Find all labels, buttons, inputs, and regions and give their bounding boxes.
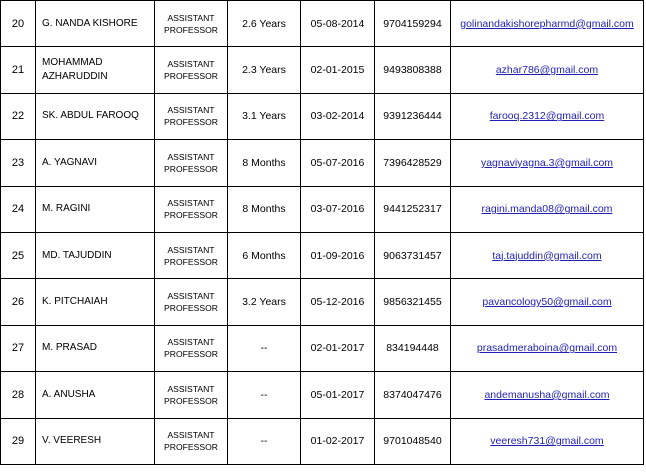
serial-number-cell: 27 bbox=[1, 325, 36, 371]
date-of-joining-cell: 02-01-2015 bbox=[301, 47, 375, 93]
designation-line-1: ASSISTANT bbox=[167, 12, 215, 23]
designation-cell bbox=[155, 232, 228, 278]
name-cell: M. RAGINI bbox=[36, 186, 155, 232]
table-row bbox=[1, 418, 644, 464]
email-link[interactable]: andemanusha@gmail.com bbox=[484, 388, 610, 401]
experience-cell: 3.2 Years bbox=[228, 279, 301, 325]
experience-cell: -- bbox=[228, 372, 301, 418]
designation-line-1: ASSISTANT bbox=[167, 337, 215, 348]
email-cell bbox=[451, 47, 644, 93]
designation-cell bbox=[155, 93, 228, 139]
table-row bbox=[1, 279, 644, 325]
phone-cell: 834194448 bbox=[375, 325, 451, 371]
faculty-table-body bbox=[1, 1, 644, 465]
serial-number-cell: 20 bbox=[1, 1, 36, 47]
designation-line-2: PROFESSOR bbox=[164, 256, 218, 267]
designation-cell bbox=[155, 47, 228, 93]
experience-cell: 8 Months bbox=[228, 186, 301, 232]
phone-cell: 9701048540 bbox=[375, 418, 451, 464]
name-cell: V. VEERESH bbox=[36, 418, 155, 464]
phone-cell: 9704159294 bbox=[375, 1, 451, 47]
name-cell: MOHAMMAD AZHARUDDIN bbox=[36, 47, 155, 93]
designation-line-1: ASSISTANT bbox=[167, 291, 215, 302]
email-link[interactable]: golinandakishorepharmd@gmail.com bbox=[460, 17, 634, 30]
name-cell: G. NANDA KISHORE bbox=[36, 1, 155, 47]
table-row bbox=[1, 140, 644, 186]
email-cell bbox=[451, 325, 644, 371]
designation-line-1: ASSISTANT bbox=[167, 244, 215, 255]
date-of-joining-cell: 05-07-2016 bbox=[301, 140, 375, 186]
serial-number-cell: 25 bbox=[1, 232, 36, 278]
designation-cell bbox=[155, 325, 228, 371]
email-link[interactable]: farooq.2312@gmail.com bbox=[489, 110, 605, 123]
designation-cell bbox=[155, 1, 228, 47]
email-link[interactable]: azhar786@gmail.com bbox=[495, 64, 599, 77]
designation-line-2: PROFESSOR bbox=[164, 210, 218, 221]
name-cell: A. ANUSHA bbox=[36, 372, 155, 418]
designation-line-2: PROFESSOR bbox=[164, 303, 218, 314]
designation-line-2: PROFESSOR bbox=[164, 24, 218, 35]
experience-cell: -- bbox=[228, 325, 301, 371]
date-of-joining-cell: 03-02-2014 bbox=[301, 93, 375, 139]
email-link[interactable]: pavancology50@gmail.com bbox=[482, 296, 612, 309]
date-of-joining-cell: 05-12-2016 bbox=[301, 279, 375, 325]
email-cell bbox=[451, 418, 644, 464]
date-of-joining-cell: 02-01-2017 bbox=[301, 325, 375, 371]
designation-line-1: ASSISTANT bbox=[167, 198, 215, 209]
designation-line-2: PROFESSOR bbox=[164, 117, 218, 128]
phone-cell: 9856321455 bbox=[375, 279, 451, 325]
designation-line-1: ASSISTANT bbox=[167, 151, 215, 162]
designation-line-1: ASSISTANT bbox=[167, 430, 215, 441]
phone-cell: 9391236444 bbox=[375, 93, 451, 139]
designation-line-1: ASSISTANT bbox=[167, 383, 215, 394]
designation-line-2: PROFESSOR bbox=[164, 163, 218, 174]
date-of-joining-cell: 03-07-2016 bbox=[301, 186, 375, 232]
serial-number-cell: 28 bbox=[1, 372, 36, 418]
name-cell: SK. ABDUL FAROOQ bbox=[36, 93, 155, 139]
serial-number-cell: 24 bbox=[1, 186, 36, 232]
designation-line-1: ASSISTANT bbox=[167, 105, 215, 116]
table-row bbox=[1, 325, 644, 371]
email-link[interactable]: yagnaviyagna.3@gmail.com bbox=[480, 156, 614, 169]
designation-cell bbox=[155, 418, 228, 464]
email-link[interactable]: prasadmeraboina@gmail.com bbox=[476, 342, 618, 355]
designation-line-2: PROFESSOR bbox=[164, 442, 218, 453]
experience-cell: 8 Months bbox=[228, 140, 301, 186]
phone-cell: 9493808388 bbox=[375, 47, 451, 93]
name-cell: K. PITCHAIAH bbox=[36, 279, 155, 325]
name-cell: A. YAGNAVI bbox=[36, 140, 155, 186]
designation-line-2: PROFESSOR bbox=[164, 395, 218, 406]
table-row bbox=[1, 47, 644, 93]
experience-cell: 3.1 Years bbox=[228, 93, 301, 139]
table-row bbox=[1, 93, 644, 139]
email-cell bbox=[451, 232, 644, 278]
experience-cell: 2.6 Years bbox=[228, 1, 301, 47]
serial-number-cell: 23 bbox=[1, 140, 36, 186]
email-link[interactable]: taj.tajuddin@gmail.com bbox=[492, 249, 602, 262]
designation-cell bbox=[155, 186, 228, 232]
email-link[interactable]: veeresh731@gmail.com bbox=[490, 435, 604, 448]
phone-cell: 7396428529 bbox=[375, 140, 451, 186]
email-cell bbox=[451, 279, 644, 325]
email-cell bbox=[451, 93, 644, 139]
designation-cell bbox=[155, 140, 228, 186]
date-of-joining-cell: 05-01-2017 bbox=[301, 372, 375, 418]
email-cell bbox=[451, 372, 644, 418]
date-of-joining-cell: 05-08-2014 bbox=[301, 1, 375, 47]
designation-line-1: ASSISTANT bbox=[167, 59, 215, 70]
serial-number-cell: 22 bbox=[1, 93, 36, 139]
serial-number-cell: 26 bbox=[1, 279, 36, 325]
name-cell: MD. TAJUDDIN bbox=[36, 232, 155, 278]
experience-cell: -- bbox=[228, 418, 301, 464]
phone-cell: 8374047476 bbox=[375, 372, 451, 418]
table-row bbox=[1, 1, 644, 47]
email-link[interactable]: ragini.manda08@gmail.com bbox=[481, 203, 613, 216]
table-row bbox=[1, 232, 644, 278]
email-cell bbox=[451, 140, 644, 186]
email-cell bbox=[451, 186, 644, 232]
date-of-joining-cell: 01-02-2017 bbox=[301, 418, 375, 464]
table-row bbox=[1, 372, 644, 418]
designation-line-2: PROFESSOR bbox=[164, 71, 218, 82]
serial-number-cell: 29 bbox=[1, 418, 36, 464]
designation-cell bbox=[155, 372, 228, 418]
designation-line-2: PROFESSOR bbox=[164, 349, 218, 360]
phone-cell: 9063731457 bbox=[375, 232, 451, 278]
email-cell bbox=[451, 1, 644, 47]
experience-cell: 2.3 Years bbox=[228, 47, 301, 93]
date-of-joining-cell: 01-09-2016 bbox=[301, 232, 375, 278]
phone-cell: 9441252317 bbox=[375, 186, 451, 232]
name-cell: M. PRASAD bbox=[36, 325, 155, 371]
serial-number-cell: 21 bbox=[1, 47, 36, 93]
table-row bbox=[1, 186, 644, 232]
designation-cell bbox=[155, 279, 228, 325]
experience-cell: 6 Months bbox=[228, 232, 301, 278]
